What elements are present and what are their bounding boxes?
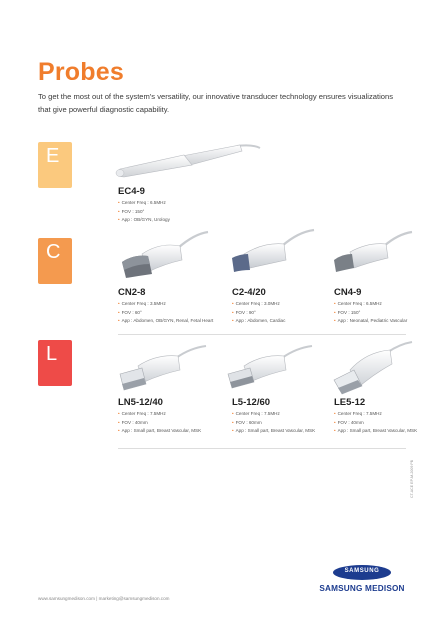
ln5-12-40-fov: • FOV : 40mm bbox=[118, 419, 201, 428]
cn2-8-freq: • Center Freq : 3.5MHz bbox=[118, 300, 213, 309]
ec4-9-fov: • FOV : 150° bbox=[118, 208, 170, 217]
c2-4-20-freq: • Center Freq : 3.0MHz bbox=[232, 300, 285, 309]
ln5-12-40-freq: • Center Freq : 7.5MHz bbox=[118, 410, 201, 419]
page-title: Probes bbox=[38, 58, 124, 86]
category-c-tab bbox=[38, 238, 72, 284]
cn2-8-name: CN2-8 bbox=[118, 287, 146, 298]
logo-wordmark: SAMSUNG MEDISON bbox=[319, 584, 405, 593]
ln5-12-40-probe-image bbox=[114, 344, 208, 394]
le5-12-freq: • Center Freq : 7.5MHz bbox=[334, 410, 417, 419]
c2-4-20-app: • App : Abdomen, Cardiac bbox=[232, 317, 285, 326]
cn4-9-name: CN4-9 bbox=[334, 287, 362, 298]
ln5-12-40-app: • App : Small part, Breast Vascular, MSK bbox=[118, 427, 201, 436]
intro-text: To get the most out of the system's versatility, our innovative transducer technology ensures visualizations that give powerful diagnostic capability. bbox=[38, 92, 394, 114]
section-divider bbox=[118, 334, 406, 335]
cn2-8-app: • App : Abdomen, OB/GYN, Renal, Fetal Heart bbox=[118, 317, 213, 326]
cn4-9-freq: • Center Freq : 6.5MHz bbox=[334, 300, 407, 309]
cn4-9-fov: • FOV : 150° bbox=[334, 309, 407, 318]
c2-4-20-name: C2-4/20 bbox=[232, 287, 266, 298]
category-l-letter: L bbox=[46, 343, 58, 365]
ec4-9-app: • App : OB/GYN, Urology bbox=[118, 216, 170, 225]
ec4-9-name: EC4-9 bbox=[118, 186, 145, 197]
category-e-tab bbox=[38, 142, 72, 188]
category-c-letter: C bbox=[46, 241, 61, 263]
logo-oval-text: SAMSUNG bbox=[344, 568, 380, 574]
ec4-9-probe-image bbox=[112, 140, 262, 180]
le5-12-name: LE5-12 bbox=[334, 397, 366, 408]
category-l-tab bbox=[38, 340, 72, 386]
cn2-8-specs bbox=[118, 300, 213, 326]
c2-4-20-specs bbox=[232, 300, 285, 326]
l5-12-60-probe-image bbox=[224, 344, 314, 394]
cn2-8-fov: • FOV : 60° bbox=[118, 309, 213, 318]
section-divider-bottom bbox=[118, 448, 406, 449]
category-e-letter: E bbox=[46, 145, 60, 167]
le5-12-fov: • FOV : 40mm bbox=[334, 419, 417, 428]
ln5-12-40-name: LN5-12/40 bbox=[118, 397, 163, 408]
cn4-9-specs bbox=[334, 300, 407, 326]
cn4-9-probe-image bbox=[328, 228, 414, 278]
l5-12-60-app: • App : Small part, Breast Vascular, MSK bbox=[232, 427, 315, 436]
l5-12-60-freq: • Center Freq : 7.5MHz bbox=[232, 410, 315, 419]
le5-12-probe-image bbox=[328, 340, 414, 396]
ln5-12-40-specs bbox=[118, 410, 201, 436]
le5-12-app: • App : Small part, Breast Vascular, MSK bbox=[334, 427, 417, 436]
c2-4-20-probe-image bbox=[224, 228, 316, 278]
cn2-8-probe-image bbox=[114, 228, 210, 282]
samsung-medison-logo bbox=[318, 565, 406, 593]
ec4-9-freq: • Center Freq : 6.5MHz bbox=[118, 199, 170, 208]
l5-12-60-fov: • FOV : 60mm bbox=[232, 419, 315, 428]
ec4-9-specs bbox=[118, 199, 170, 225]
c2-4-20-fov: • FOV : 90° bbox=[232, 309, 285, 318]
footer-contact: www.samsungmedison.com | marketing@samsungmedison.com bbox=[38, 596, 170, 601]
le5-12-specs bbox=[334, 410, 417, 436]
cn4-9-app: • App : Neonatal, Pediatric Vascular bbox=[334, 317, 407, 326]
l5-12-60-specs bbox=[232, 410, 315, 436]
document-code: CT-ACE EP-M-2009 PB bbox=[410, 459, 414, 498]
samsung-oval-logo bbox=[333, 565, 391, 580]
l5-12-60-name: L5-12/60 bbox=[232, 397, 271, 408]
